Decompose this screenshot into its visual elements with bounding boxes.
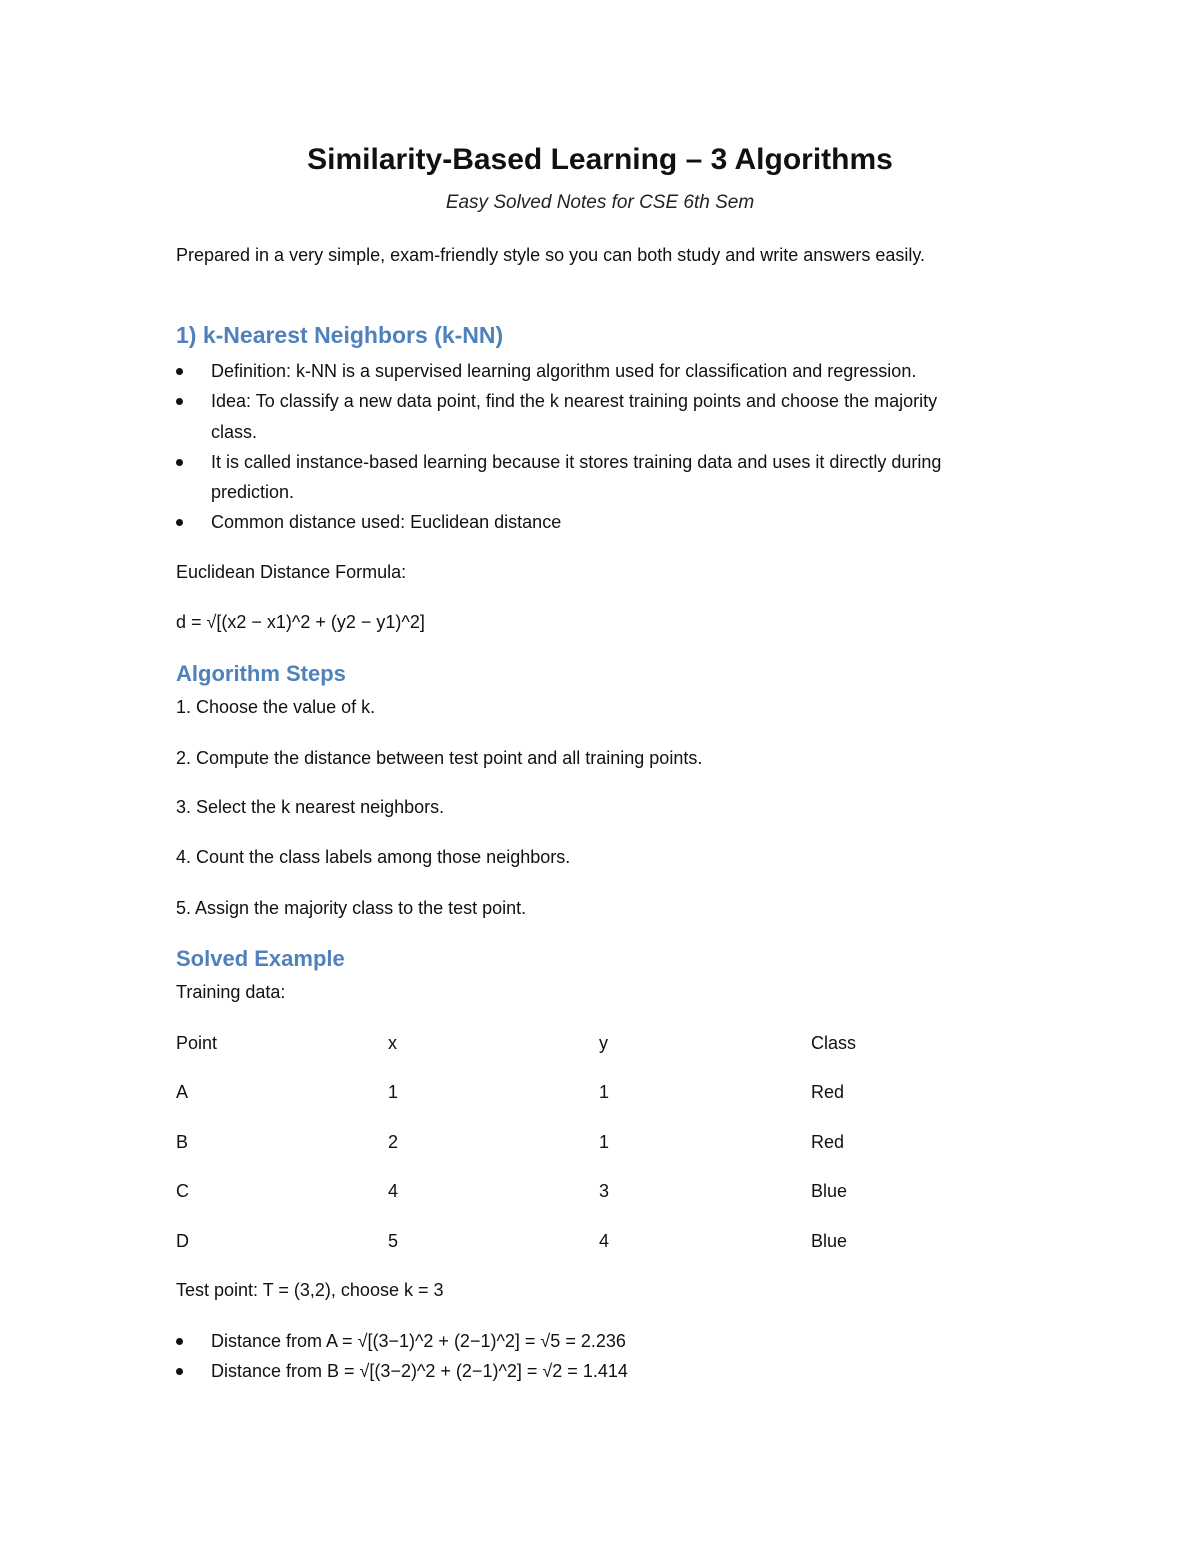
test-point-text: Test point: T = (3,2), choose k = 3 — [176, 1280, 444, 1300]
bullet-dot — [176, 459, 183, 466]
bullet-dot — [176, 1338, 183, 1345]
table-cell: D — [176, 1231, 189, 1251]
document-title: Similarity-Based Learning – 3 Algorithms — [307, 143, 893, 176]
table-cell: 4 — [599, 1231, 610, 1251]
distance-from-b: Distance from B = √[(3−2)^2 + (2−1)^2] = √2 = 1.414 — [211, 1361, 628, 1381]
document-subtitle: Easy Solved Notes for CSE 6th Sem — [445, 192, 755, 213]
step-item: 1. Choose the value of k. — [176, 697, 376, 717]
step-item: 3. Select the k nearest neighbors. — [176, 797, 445, 817]
intro-text: Prepared in a very simple, exam-friendly style so you can both study and write answers easily. — [176, 245, 926, 265]
step-item: 4. Count the class labels among those neighbors. — [176, 847, 571, 867]
section-heading-steps: Algorithm Steps — [176, 661, 346, 686]
table-cell: C — [176, 1181, 189, 1201]
bullet-dot — [176, 398, 183, 405]
table-cell: Blue — [811, 1181, 848, 1201]
table-cell: B — [176, 1132, 189, 1152]
step-item: 2. Compute the distance between test point and all training points. — [176, 748, 703, 768]
training-data-label: Training data: — [176, 982, 286, 1002]
table-header-cell: y — [599, 1033, 608, 1053]
table-cell: 1 — [599, 1082, 610, 1102]
table-cell: 5 — [388, 1231, 399, 1251]
section-heading-example: Solved Example — [176, 946, 345, 971]
table-cell: 1 — [599, 1132, 610, 1152]
section-heading-knn: 1) k-Nearest Neighbors (k-NN) — [176, 322, 504, 348]
knn-bullet-idea: Idea: To classify a new data point, find the k nearest training points and choose the majority — [211, 391, 938, 411]
table-cell: 3 — [599, 1181, 610, 1201]
knn-bullet-idea-continued: class. — [211, 422, 258, 442]
formula-label: Euclidean Distance Formula: — [176, 562, 407, 582]
table-header-cell: Class — [811, 1033, 857, 1053]
knn-bullet-instance-based-continued: prediction. — [211, 482, 295, 502]
euclidean-formula: d = √[(x2 − x1)^2 + (y2 − y1)^2] — [176, 612, 425, 632]
table-cell: 2 — [388, 1132, 399, 1152]
knn-bullet-instance-based: It is called instance-based learning because it stores training data and uses it directly during — [211, 452, 942, 472]
table-header-cell: x — [388, 1033, 397, 1053]
bullet-dot — [176, 519, 183, 526]
bullet-dot — [176, 1368, 183, 1375]
table-cell: Red — [811, 1132, 845, 1152]
table-cell: Red — [811, 1082, 845, 1102]
distance-from-a: Distance from A = √[(3−1)^2 + (2−1)^2] = √5 = 2.236 — [211, 1331, 626, 1351]
table-cell: Blue — [811, 1231, 848, 1251]
table-cell: A — [176, 1082, 189, 1102]
bullet-dot — [176, 368, 183, 375]
knn-bullet-definition: Definition: k-NN is a supervised learning algorithm used for classification and regression. — [211, 361, 917, 381]
step-item: 5. Assign the majority class to the test point. — [176, 898, 527, 918]
table-header-cell: Point — [176, 1033, 218, 1053]
table-cell: 4 — [388, 1181, 399, 1201]
knn-bullet-distance: Common distance used: Euclidean distance — [211, 512, 562, 532]
table-cell: 1 — [388, 1082, 399, 1102]
